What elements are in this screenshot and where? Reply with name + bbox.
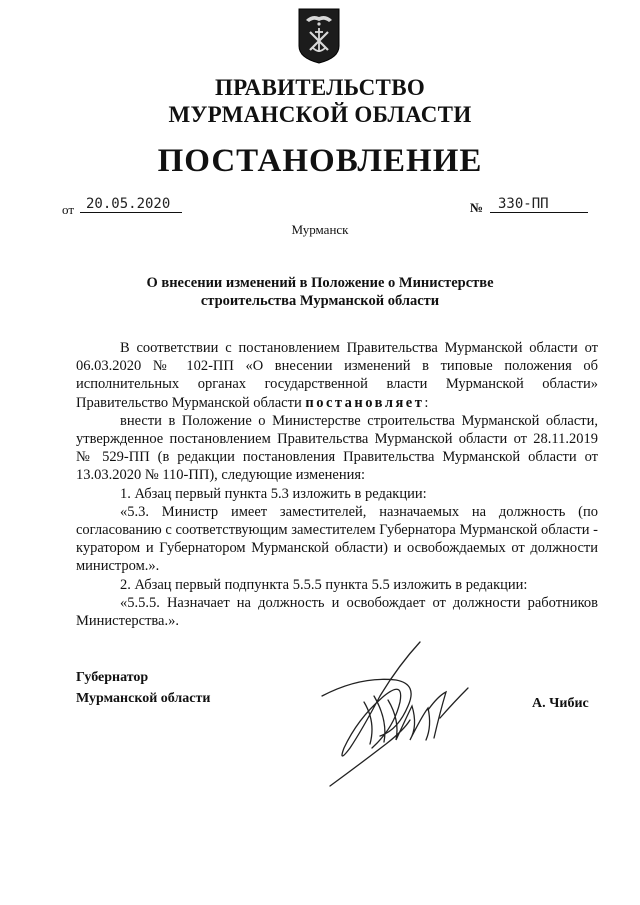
- paragraph-amend: внести в Положение о Министерстве строительства Мурманской области, утвержденное постановлением Правительства Мурманской области от 28.11.2019 № 529-ПП (в редакции постановления Правительства Мурманской области от 13.03.2020 № 110-ПП), следующие изменения:: [76, 412, 598, 484]
- paragraph-item-2: 2. Абзац первый подпункта 5.5.5 пункта 5.5 изложить в редакции:: [120, 576, 528, 593]
- intro-paragraph: [76, 339, 598, 412]
- city: Мурманск: [291, 222, 349, 237]
- paragraph-quote-5-3: «5.3. Министр имеет заместителей, назначаемых на должность (по согласованию с соответствующим заместителем Губернатора Мурманской области - куратором и Губернатором Мурманской области) и освобождаемых от должности министром.».: [76, 503, 598, 575]
- resolves-suffix: :: [424, 394, 429, 411]
- intro-text: В соответствии с постановлением Правительства Мурманской области от 06.03.2020 № 102-ПП «О внесении изменений в типовые положения об исполнительных органах государственной власти Мурманской области» Правительство Мурманской области: [76, 340, 598, 411]
- org-name-line1: ПРАВИТЕЛЬСТВО: [214, 75, 426, 100]
- number-prefix: №: [470, 200, 484, 215]
- document-number: 330-ПП: [490, 196, 588, 213]
- paragraph-item-1: 1. Абзац первый пункта 5.3 изложить в редакции:: [120, 485, 427, 502]
- date-prefix: от: [62, 202, 75, 217]
- paragraph-quote-5-5-5: «5.5.5. Назначает на должность и освобождает от должности работников Министерства.».: [76, 594, 598, 630]
- signatory-position-line1: Губернатор: [76, 670, 149, 685]
- org-name-line2: МУРМАНСКОЙ ОБЛАСТИ: [168, 102, 472, 127]
- signatory-position-line2: Мурманской области: [76, 691, 211, 706]
- handwritten-signature-icon: [300, 636, 500, 796]
- subject-line1: О внесении изменений в Положение о Министерстве: [146, 275, 494, 291]
- coat-of-arms-icon: [298, 8, 340, 64]
- document-body: [76, 339, 598, 630]
- resolves-word: постановляет: [305, 394, 425, 411]
- document-type: ПОСТАНОВЛЕНИЕ: [157, 143, 483, 179]
- signatory-name: А. Чибис: [532, 696, 589, 711]
- document-date: 20.05.2020: [80, 196, 182, 213]
- subject-line2: строительства Мурманской области: [200, 293, 440, 309]
